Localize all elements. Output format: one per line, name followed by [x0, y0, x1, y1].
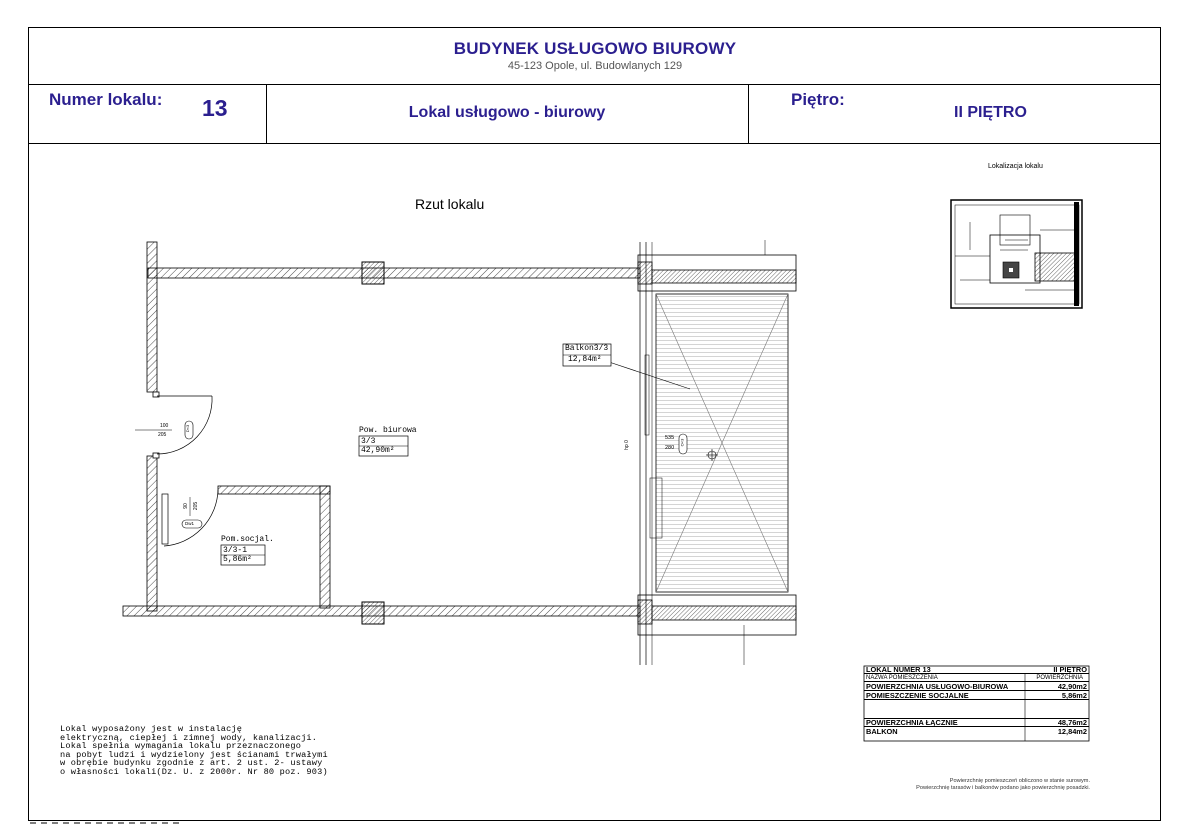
table-unit: LOKAL NUMER 13 [866, 665, 931, 674]
plan-title: Rzut lokalu [415, 196, 485, 212]
door1-width-dim: 100 [160, 423, 169, 429]
window-width-dim: 535 [665, 435, 675, 441]
table-row [864, 692, 1089, 700]
door2-width-dim: 90 [182, 503, 189, 509]
table-row [864, 719, 1089, 727]
table-col-name: NAZWA POMIESZCZENIA [866, 675, 938, 681]
social-room-name: Pom.socjal. [221, 535, 274, 544]
floor-value: II PIĘTRO [954, 104, 1027, 121]
door2-tag: Dw1 [185, 521, 195, 526]
balcony-area: 12,84m² [568, 355, 602, 364]
table-row [864, 728, 1089, 736]
footnote-2: Powierzchnię tarasów i balkonów podano jako powierzchnię posadzki. [916, 785, 1090, 791]
row-value: 42,90m2 [1057, 682, 1087, 691]
row-name: POWIERZCHNIA ŁĄCZNIE [866, 718, 958, 727]
table-column-header-row [864, 674, 1089, 682]
location-title: Lokalizacja lokalu [988, 163, 1043, 170]
door1-tag: D<3 [185, 424, 191, 433]
table-row [864, 683, 1089, 691]
door1-height-dim: 205 [158, 432, 167, 438]
balcony-name: Balkon3/3 [565, 344, 609, 353]
building-title: BUDYNEK USŁUGOWO BIUROWY [453, 39, 737, 58]
social-room-area: 5,86m² [223, 555, 252, 564]
door2-height-dim: 205 [193, 501, 200, 511]
table-floor: II PIĘTRO [1053, 665, 1087, 674]
row-name: BALKON [866, 727, 898, 736]
floor-label: Piętro: [791, 90, 845, 109]
unit-number-value: 13 [202, 95, 228, 121]
office-name: Pow. biurowa [359, 426, 417, 435]
level-marker: hp 0 [623, 440, 630, 450]
row-value: 48,76m2 [1057, 718, 1087, 727]
table-header-row [864, 666, 1089, 674]
table-row [864, 701, 1089, 719]
office-code: 3/3 [361, 437, 376, 446]
unit-type: Lokal usługowo - biurowy [408, 104, 606, 121]
table-col-area: POWIERZCHNIA [1036, 675, 1083, 681]
building-address: 45-123 Opole, ul. Budowlanych 129 [507, 60, 683, 72]
window-tag: O<3 [679, 438, 685, 447]
row-name: POWIERZCHNIA USŁUGOWO-BIUROWA [866, 682, 1009, 691]
footnote-1: Powierzchnię pomieszczeń obliczono w stanie surowym. [949, 778, 1090, 784]
row-name: POMIESZCZENIE SOCJALNE [866, 691, 969, 700]
footnotes [880, 778, 1090, 792]
office-area: 42,90m² [361, 446, 395, 455]
row-value: 5,86m2 [1061, 691, 1087, 700]
equipment-note: Lokal wyposażony jest w instalację elektryczną, ciepłej i zimnej wody, kanalizacji. Lokal spełnia wymagania lokalu przeznaczonego na pobyt ludzi i wydzielony jest ścianami trwałymi w obrębie budynku zgodnie z art. 2 ust. 2- ustawy o własności lokali(Dz. U. z 2000r. Nr 80 poz. 903) [60, 724, 328, 777]
window-height-dim: 280 [665, 445, 675, 451]
social-room-code: 3/3-1 [223, 546, 248, 555]
row-value: 12,84m2 [1057, 727, 1087, 736]
unit-number-label: Numer lokalu: [49, 90, 163, 109]
